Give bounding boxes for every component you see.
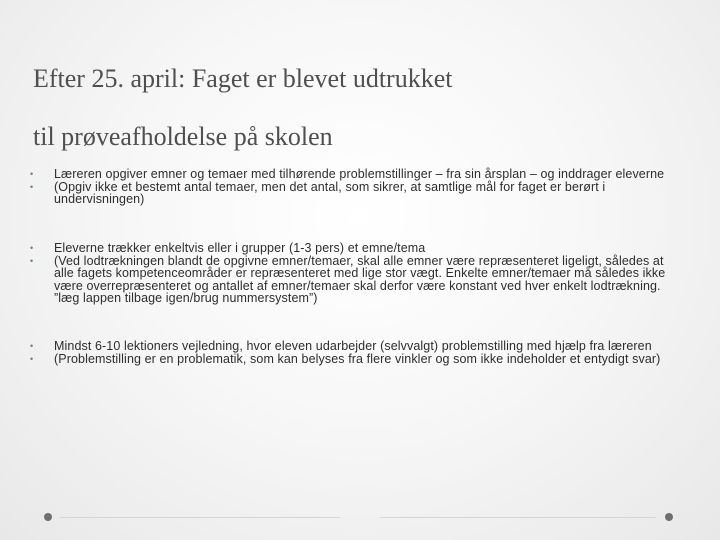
slide-title-line-1: Efter 25. april: Faget er blevet udtrukket [33,64,453,93]
bullet-icon: • [30,181,34,192]
bullet-group-2 [30,242,670,322]
bullet-icon: • [30,243,34,253]
footer-divider-right [380,517,656,518]
decorative-dot-icon [44,513,52,521]
bullet-text: Eleverne trækker enkeltvis eller i grupper (1-3 pers) et emne/tema [54,241,426,255]
bullet-icon: • [30,169,34,179]
slide-title-line-2: til prøveafholdelse på skolen [33,122,333,151]
bullet-group-3 [30,340,670,400]
slide-body [30,168,670,412]
bullet-text: (Opgiv ikke et bestemt antal temaer, men det antal, som sikrer, at samtlige mål for faget er berørt i undervisningen) [54,179,606,206]
bullet-group-1 [30,168,670,230]
bullet-icon: • [30,341,34,351]
bullet-item [30,242,670,255]
bullet-text: Læreren opgiver emner og temaer med tilhørende problemstillinger – fra sin årsplan – og inddrager eleverne [54,167,665,181]
slide-title [33,50,693,166]
bullet-text: (Ved lodtrækningen blandt de opgivne emner/temaer, skal alle emner være repræsenteret ligeligt, således at alle fagets kompetenceområder er repræsenteret med lige stor vægt. Enkelte emner/temaer må således ikke være overrepræsenteret og antallet af emner/temaer skal derfor være konstant ved hver enkelt lodtrækning. ”læg lappen tilbage igen/brug nummersystem”) [54,253,666,305]
footer-divider-left [60,517,340,518]
bullet-text: Mindst 6-10 lektioners vejledning, hvor eleven udarbejder (selvvalgt) problemstilling med hjælp fra læreren [54,339,652,353]
bullet-item [30,340,670,353]
decorative-dot-icon [665,513,673,521]
bullet-item [30,181,670,206]
bullet-icon: • [30,255,34,266]
bullet-icon: • [30,353,34,364]
bullet-item [30,168,670,181]
bullet-item [30,255,670,305]
bullet-text: (Problemstilling er en problematik, som kan belyses fra flere vinkler og som ikke indeholder et entydigt svar) [54,351,661,366]
bullet-item [30,353,670,366]
